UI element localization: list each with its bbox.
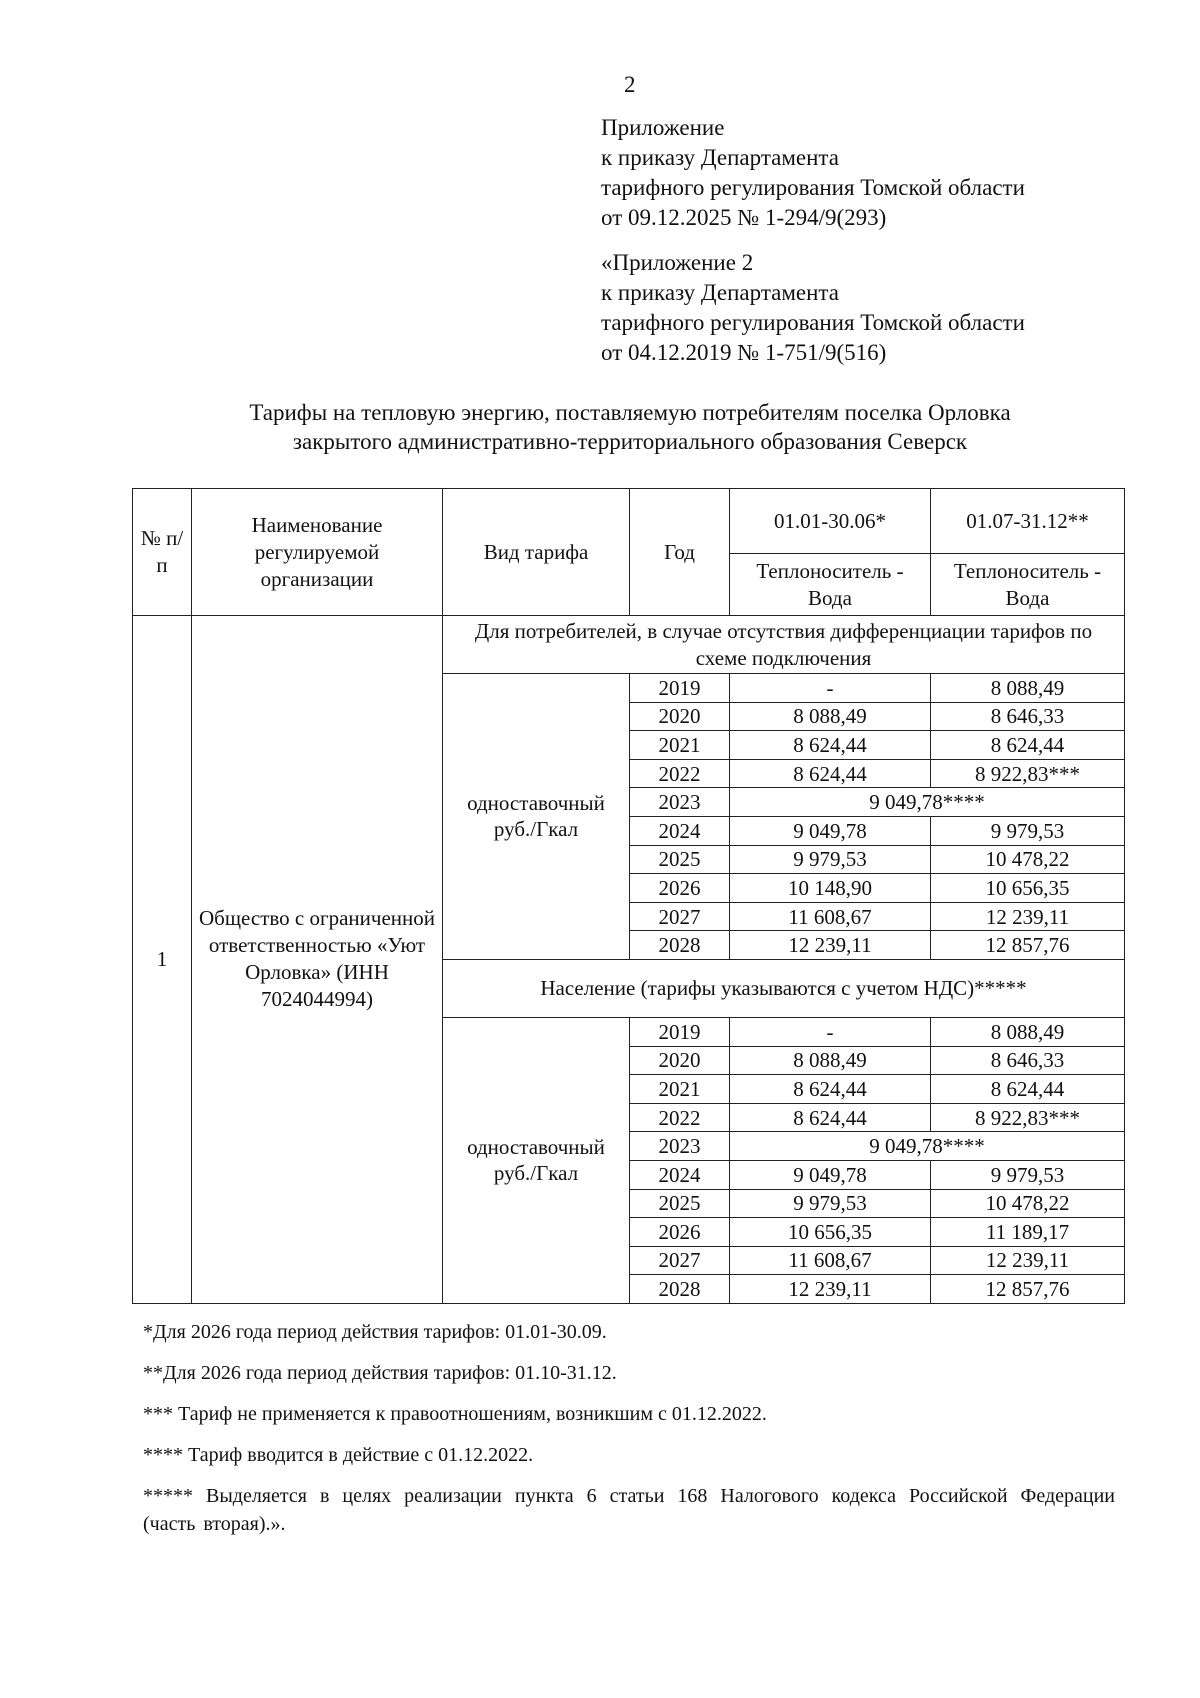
year-cell: 2023 — [630, 788, 730, 817]
header-org: Наименование регулируемой организации — [192, 489, 443, 616]
appendix-reference — [601, 113, 1025, 233]
footnote: **** Тариф вводится в действие с 01.12.2022. — [143, 1444, 534, 1466]
header-num: № п/п — [133, 489, 192, 616]
tariff-value-period-2: 10 478,22 — [931, 845, 1125, 874]
tariff-value-period-1: 12 239,11 — [730, 1275, 931, 1304]
year-cell: 2027 — [630, 1246, 730, 1275]
appendix-line: Приложение — [601, 115, 725, 140]
appendix-line: тарифного регулирования Томской области — [601, 175, 1025, 200]
tariff-value-period-1: 8 088,49 — [730, 702, 931, 731]
document-title — [120, 398, 1140, 456]
tariff-value-period-1: 8 088,49 — [730, 1046, 931, 1075]
organization-name: Общество с ограниченной ответственностью «Уют Орловка» (ИНН 7024044994) — [192, 616, 443, 1304]
tariff-value-period-1: 8 624,44 — [730, 1103, 931, 1132]
tariff-value-period-1: 9 979,53 — [730, 1189, 931, 1218]
year-cell: 2019 — [630, 1017, 730, 1046]
year-cell: 2028 — [630, 931, 730, 960]
footnotes — [143, 1318, 1115, 1551]
year-cell: 2019 — [630, 674, 730, 703]
tariff-value-period-2: 10 656,35 — [931, 874, 1125, 903]
tariff-value-period-2: 8 088,49 — [931, 674, 1125, 703]
year-cell: 2020 — [630, 702, 730, 731]
tariff-value-period-2: 8 624,44 — [931, 731, 1125, 760]
tariff-type: одноставочный руб./Гкал — [443, 674, 630, 960]
tariff-table — [132, 488, 1125, 1304]
year-cell: 2027 — [630, 902, 730, 931]
tariff-value-period-2: 9 979,53 — [931, 816, 1125, 845]
tariff-value-period-1: 9 049,78 — [730, 816, 931, 845]
tariff-value-period-2: 10 478,22 — [931, 1189, 1125, 1218]
appendix-line: тарифного регулирования Томской области — [601, 310, 1025, 335]
tariff-value-period-2: 8 922,83*** — [931, 759, 1125, 788]
tariff-value-merged: 9 049,78**** — [730, 1132, 1125, 1161]
appendix-line: к приказу Департамента — [601, 145, 839, 170]
year-cell: 2020 — [630, 1046, 730, 1075]
tariff-value-period-2: 8 624,44 — [931, 1075, 1125, 1104]
tariff-value-period-1: 9 979,53 — [730, 845, 931, 874]
footnote: *** Тариф не применяется к правоотношениям, возникшим с 01.12.2022. — [143, 1403, 767, 1425]
year-cell: 2022 — [630, 759, 730, 788]
tariff-value-period-2: 12 857,76 — [931, 1275, 1125, 1304]
section-heading: Для потребителей, в случае отсутствия дифференциации тарифов по схеме подключения — [443, 616, 1125, 674]
tariff-value-period-2: 9 979,53 — [931, 1160, 1125, 1189]
tariff-value-period-1: 10 148,90 — [730, 874, 931, 903]
row-number: 1 — [133, 616, 192, 1304]
tariff-value-period-1: 12 239,11 — [730, 931, 931, 960]
page-number: 2 — [624, 72, 636, 97]
footnote: **Для 2026 года период действия тарифов: 01.10-31.12. — [143, 1362, 617, 1384]
year-cell: 2026 — [630, 1218, 730, 1247]
header-period-1: 01.01-30.06* — [730, 489, 931, 554]
year-cell: 2024 — [630, 816, 730, 845]
header-carrier-1: Теплоноситель - Вода — [730, 554, 931, 616]
appendix-line: от 09.12.2025 № 1-294/9(293) — [601, 205, 887, 230]
year-cell: 2021 — [630, 731, 730, 760]
tariff-value-period-1: 8 624,44 — [730, 759, 931, 788]
tariff-value-period-1: - — [730, 674, 931, 703]
footnote: ***** Выделяется в целях реализации пункта 6 статьи 168 Налогового кодекса Российской Федерации (часть вторая).». — [143, 1485, 1115, 1535]
year-cell: 2025 — [630, 845, 730, 874]
tariff-value-period-2: 12 239,11 — [931, 902, 1125, 931]
header-carrier-2: Теплоноситель - Вода — [931, 554, 1125, 616]
section-heading: Население (тарифы указываются с учетом НДС)***** — [443, 959, 1125, 1017]
tariff-value-period-2: 8 646,33 — [931, 702, 1125, 731]
tariff-value-period-1: 10 656,35 — [730, 1218, 931, 1247]
appendix-2-reference — [601, 248, 1025, 368]
year-cell: 2023 — [630, 1132, 730, 1161]
footnote: *Для 2026 года период действия тарифов: 01.01-30.09. — [143, 1321, 607, 1343]
appendix-line: от 04.12.2019 № 1-751/9(516) — [601, 340, 887, 365]
tariff-value-period-1: 8 624,44 — [730, 731, 931, 760]
header-period-2: 01.07-31.12** — [931, 489, 1125, 554]
tariff-type: одноставочный руб./Гкал — [443, 1017, 630, 1303]
year-cell: 2025 — [630, 1189, 730, 1218]
tariff-value-period-1: 9 049,78 — [730, 1160, 931, 1189]
title-line-2: закрытого административно-территориального образования Северск — [292, 429, 968, 454]
header-tariff-type: Вид тарифа — [443, 489, 630, 616]
tariff-value-period-2: 11 189,17 — [931, 1218, 1125, 1247]
year-cell: 2024 — [630, 1160, 730, 1189]
tariff-value-period-2: 12 857,76 — [931, 931, 1125, 960]
tariff-value-period-1: 11 608,67 — [730, 1246, 931, 1275]
tariff-value-period-2: 8 088,49 — [931, 1017, 1125, 1046]
year-cell: 2028 — [630, 1275, 730, 1304]
tariff-value-period-2: 8 922,83*** — [931, 1103, 1125, 1132]
tariff-value-period-1: 8 624,44 — [730, 1075, 931, 1104]
year-cell: 2021 — [630, 1075, 730, 1104]
tariff-value-period-2: 8 646,33 — [931, 1046, 1125, 1075]
appendix-line: «Приложение 2 — [601, 250, 754, 275]
tariff-value-merged: 9 049,78**** — [730, 788, 1125, 817]
title-line-1: Тарифы на тепловую энергию, поставляемую потребителям поселка Орловка — [249, 400, 1011, 425]
tariff-value-period-1: - — [730, 1017, 931, 1046]
tariff-value-period-1: 11 608,67 — [730, 902, 931, 931]
appendix-line: к приказу Департамента — [601, 280, 839, 305]
year-cell: 2026 — [630, 874, 730, 903]
tariff-value-period-2: 12 239,11 — [931, 1246, 1125, 1275]
header-year: Год — [630, 489, 730, 616]
year-cell: 2022 — [630, 1103, 730, 1132]
